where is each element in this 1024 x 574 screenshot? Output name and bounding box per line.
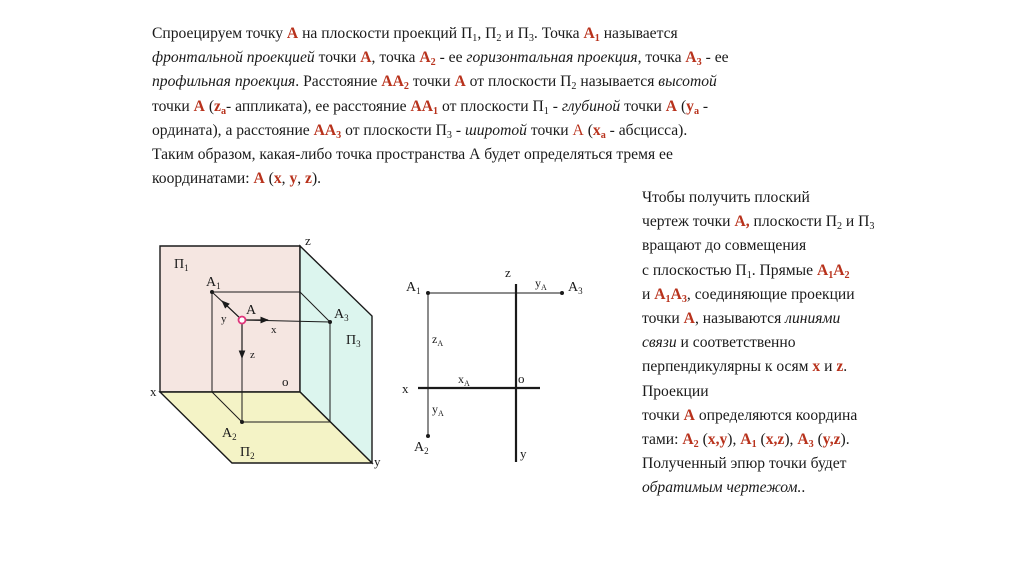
epure-label-za: $z_A$ [432, 332, 444, 348]
epure-label-ya-bottom: $y_A$ [432, 402, 444, 418]
epure-figure [402, 265, 583, 462]
side-line-3: вращают до совмещения [642, 237, 807, 255]
side-line-13: обратимым чертежом.. [642, 479, 806, 497]
epure-label-x: x [402, 381, 409, 396]
epure-label-y: y [520, 446, 527, 461]
epure-label-xa: $x_A$ [458, 372, 470, 388]
label-local-x: x [271, 324, 277, 336]
epure-label-a1: $A_1$ [406, 280, 421, 296]
epure-label-a3: $A_3$ [568, 280, 583, 296]
label-a3: $A_3$ [334, 307, 349, 323]
side-line-8: перпендикулярны к осям x и z. [642, 358, 848, 376]
side-line-11: тами: $А_2$ (x,y), $А_1$ (x,z), $А_3$ (y,z). [642, 431, 850, 451]
label-local-y: y [221, 313, 227, 325]
epure-label-o: o [518, 371, 525, 386]
label-local-z: z [250, 349, 255, 361]
main-line-4: точки А ($z_a-$ аппликата), ее расстояние $АА_1$ от плоскости $П_1$ - глубиной точки А ($y_a$ - [152, 97, 709, 117]
epure-point-a2 [426, 434, 430, 438]
epure-label-ya-top: $y_A$ [535, 276, 547, 292]
main-line-2: фронтальной проекцией точки А, точка $А_2$ - ее горизонтальная проекция, точка $А_3$ - ее [152, 49, 729, 69]
label-pi2: $П_2$ [240, 445, 255, 461]
main-line-3: профильная проекция. Расстояние $АА_2$ точки А от плоскости $П_2$ называется высотой [152, 73, 717, 93]
point-a3 [328, 320, 332, 324]
side-line-6: точки А, называются линиями [642, 310, 841, 328]
label-origin: o [282, 374, 289, 389]
side-line-5: и $А_1А_3$, соединяющие проекции [642, 285, 855, 305]
side-line-4: с плоскостью $П_1$. Прямые $А_1А_2$ [642, 261, 850, 281]
side-line-7: связи и соответственно [642, 334, 796, 352]
side-line-2: чертеж точки А, плоскости $П_2$ и $П_3$ [642, 213, 875, 233]
epure-point-a3 [560, 291, 564, 295]
side-line-10: точки А определяются координа [642, 406, 858, 424]
main-line-1: Спроецируем точку А на плоскости проекций $П_1$, $П_2$ и $П_3$. Точка $А_1$ называется [152, 25, 678, 44]
epure-label-z: z [505, 265, 511, 280]
epure-point-a1 [426, 291, 430, 295]
main-line-6: Таким образом, какая-либо точка пространства А будет определяться тремя ее [152, 146, 673, 164]
label-a: A [246, 303, 257, 318]
epure-label-a2: $A_2$ [414, 440, 429, 456]
label-pi1: $П_1$ [174, 257, 189, 273]
label-a1: $A_1$ [206, 275, 221, 291]
side-line-1: Чтобы получить плоский [642, 189, 810, 206]
label-pi3: $П_3$ [346, 333, 361, 349]
label-z-axis: z [305, 233, 311, 248]
label-a2: $A_2$ [222, 426, 237, 442]
side-line-12: Полученный эпюр точки будет [642, 455, 847, 473]
side-line-9: Проекции [642, 382, 709, 400]
label-y-axis: y [374, 454, 381, 469]
point-a [239, 317, 246, 324]
main-line-7: координатами: А (x, y, z). [152, 170, 322, 188]
point-a1 [210, 290, 214, 294]
spatial-model-figure [150, 233, 381, 469]
point-a2 [240, 420, 244, 424]
label-x-axis: x [150, 384, 157, 399]
main-line-5: ордината), а расстояние $АА_3$ от плоскости $П_3$ - широтой точки А ($x_a$ - абсцисса). [152, 121, 688, 141]
